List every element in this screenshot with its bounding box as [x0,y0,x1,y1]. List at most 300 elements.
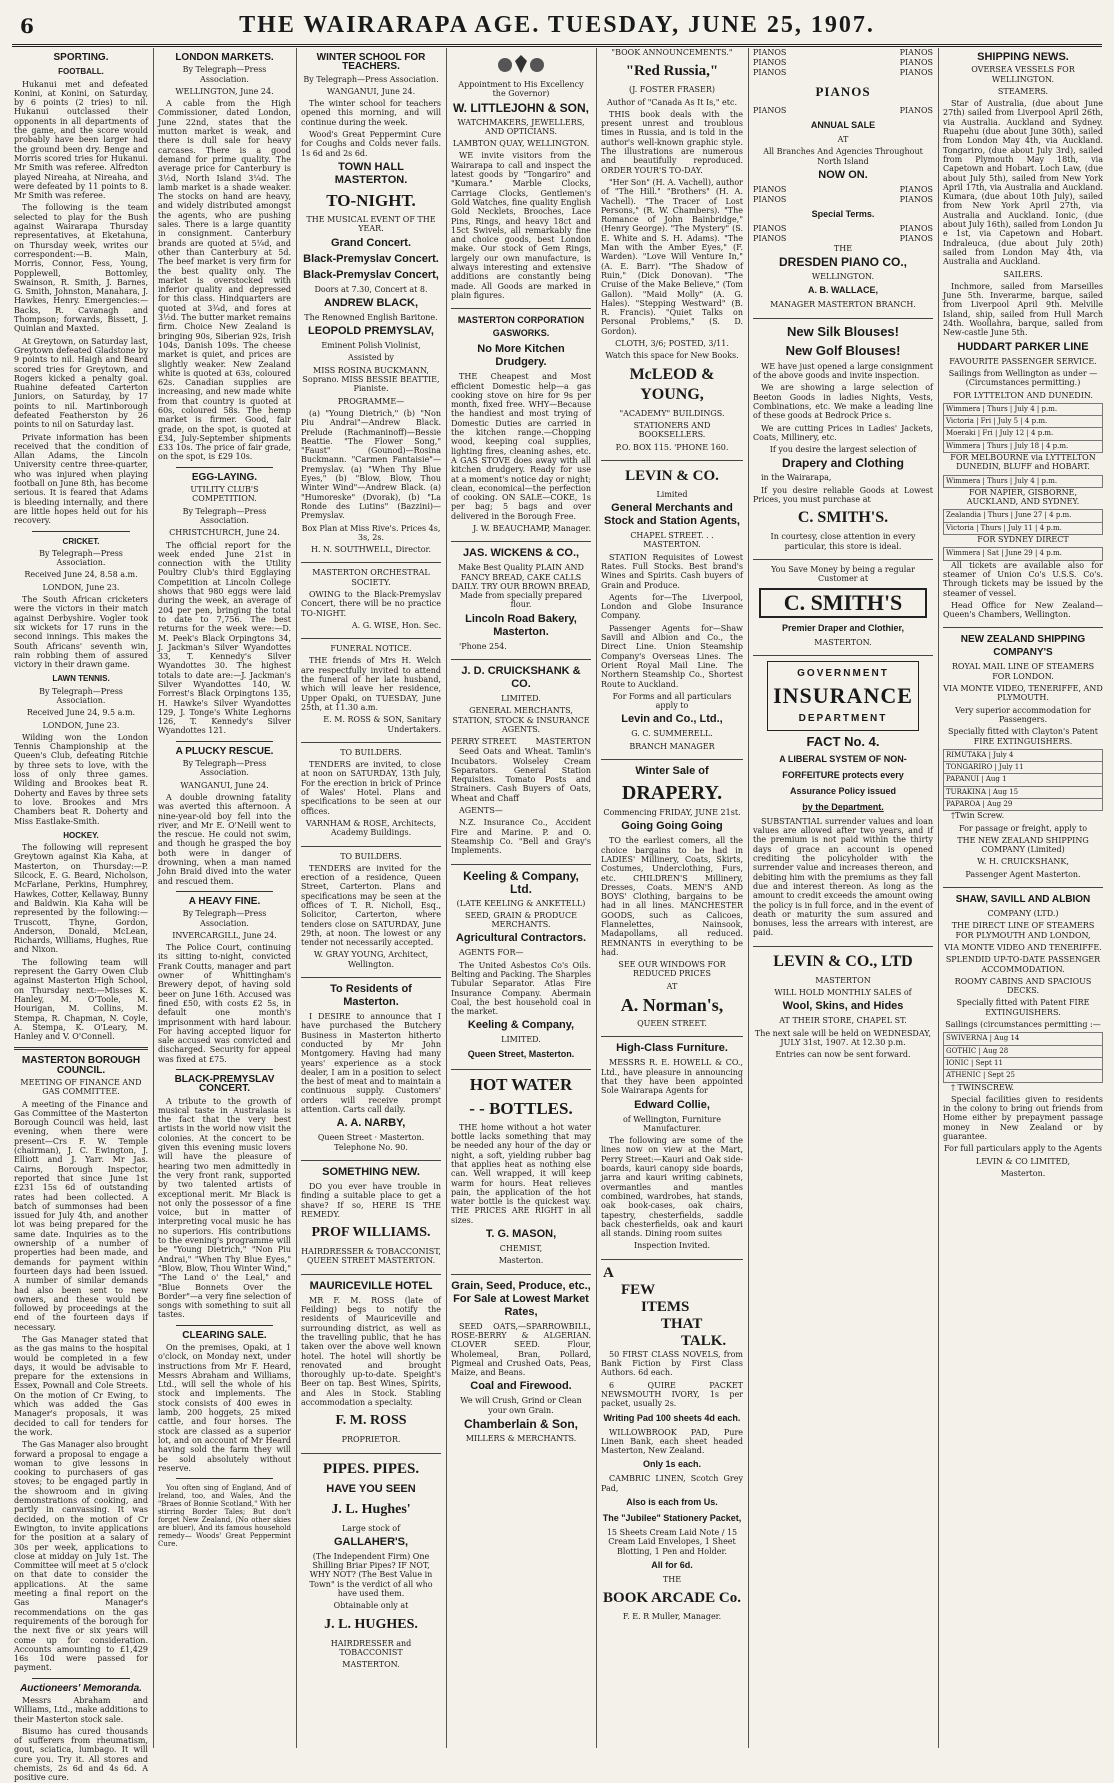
subheading: OVERSEA VESSELS FOR WELLINGTON. [971,65,1075,84]
ad-text: The United Asbestos Co's Oils. Belting and Packing. The Sharples Tubular Separator. Atlas Fire Insurance Company. Abermain Coal, the best household coal in the market. [451,960,591,1017]
column-shipping [943,48,1103,1748]
ad-line: All for 6d. [651,1559,693,1570]
ad-line: (J. FOSTER FRASER) [629,85,715,95]
separator [176,741,273,742]
ad-text: THIS book deals with the present unrest and troublous times in Russia, and is told in the author's well-known graphic style. The illustrations are numerous and beautifully reproduced. ORDER YOUR'S TO-DAY. [601,109,743,175]
column-rule [938,48,939,1748]
heading-shipping: SHIPPING NEWS. [977,51,1069,63]
page-number: 6 [20,14,34,38]
ad-line: Also is each from Us. [626,1496,718,1507]
article-text: A meeting of the Finance and Gas Committee of the Masterton Borough Council was held, last evening, when there were present—Crs F. W. Temple (chairman), J. C. Ewington, J. Elliott and J. Yarr. Mr Jas. Cairns, Borough Inspector, reported that since June 1st £231 15s 6d of outstanding rates had been collected. A batch of summonses had been issued for July 4th, and another lot was being prepared for the same date. Inquiries as to the ownership of a number of properties had been made, and demands for payment within fourteen days had been issued. A number of similar demands had also been sent to new owners, and these would be followed by proceedings at the end of the fourteen days if necessary. [14,1099,148,1332]
ad-text: TO the earliest comers, all the choice bargains to be had in LADIES' Millinery, Coats, Skirts, Costumes, Underclothing, Furs, etc. CHILDREN'S Millinery, Dresses, Coats. MEN'S AND BOYS' Clothing, bargains to be had in all lines. MANCHESTER GOODS, such as Calicoes, Flannelettes, Nainsook, Madapollams, all reduced. REMNANTS in everything to be had. [601,836,743,957]
subheading-cricket: CRICKET. [62,536,100,546]
ad-text: MR F. M. ROSS (late of Feilding) begs to notify the residents of Mauriceville and surrounding district, as well as the travelling public, that he has taken over the above well known hotel. The hotel will shortly be renovated and brought thoroughly up-to-date. Speight's Beer on tap. Best Wines, Spirits, and Ales in Stock. Stabling accommodation a specialty. [301,1295,441,1407]
ad-line: WATCHMAKERS, JEWELLERS, AND OPTICIANS. [457,117,585,136]
received-line: Received June 24, 8.58 a.m. [24,570,138,580]
ad-text: OWING to the Black-Premyslav Concert, there will be no practice TO-NIGHT. [301,589,441,618]
article-text: On the premises, Opaki, at 1 o'clock, on Monday next, under instructions from Mr F. Heard, Messrs Abraham and Williams, Ltd., will sell the whole of his stock and implements. The stock consists of 400 ewes in lamb, 200 hoggets, 25 mixed cattle, and four horses. The stock are classed as a superior lot, and on account of Mr Heard having sold the farm they will be sold absolutely without reserve. [158,1343,291,1473]
ad-text: Very superior accommodation for Passengers. [955,705,1091,724]
huddart-parker-advert [943,341,1103,629]
ad-line: MILLERS & MERCHANTS. [465,1434,577,1444]
piano-advert [753,48,933,319]
table-cell: Wimmera | Thurs | July 4 | p.m. [944,475,1103,487]
ad-line: F. E. R Muller, Manager. [622,1612,722,1622]
article-text: Bisumo has cured thousands of sufferers from rheumatism, gout, sciatica, lumbago. It will cure you. Try it. All stores and chemists, 2s 6d and 4s 6d. A positive cure. [14,1726,148,1783]
schedule-table [943,547,1103,560]
ad-text: In courtesy, close attention in every particular, this store is ideal. [770,532,916,551]
pianos-row [753,58,933,68]
table-row [944,428,1103,440]
ad-line: Writing Pad 100 sheets 4d each. [603,1412,741,1423]
ad-line: A. B. WALLACE, [808,285,878,296]
separator [32,531,130,532]
article-text: The Gas Manager stated that as the gas mains to the hospital would be completed in a few days, it would be advisable to prepare for the extensions in Essex, Pownall and Cole Streets. On the motion of Cr Ewing, to which was added the Gas Manager's proposals, it was decided to call for tenders for the work. [14,1335,148,1437]
column-rule [596,48,597,1748]
ad-line: A. A. NARBY, [336,1117,406,1130]
ad-text: WILLOWBROOK PAD, Pure Linen Bank, each sheet headed Masterton, New Zealand. [601,1427,743,1456]
table-cell: Moeraki | Fri | July 12 | 4 p.m. [944,428,1103,440]
ad-text: For passage or freight, apply to [958,823,1088,833]
table-row [944,1057,1103,1069]
ad-line: MANAGER MASTERTON BRANCH. [770,300,916,310]
ad-line: Edward Collie, [634,1098,710,1111]
ad-line: LIMITED. [501,1035,541,1045]
ad-text: For full particulars apply to the Agents [944,1144,1102,1154]
ad-headline: PROF WILLIAMS. [311,1225,431,1241]
ad-text: Agents for—The Liverpool, London and Globe Insurance Company. [601,592,743,621]
ad-headline: - - BOTTLES. [469,1098,573,1118]
separator [176,1069,273,1070]
ad-text: I DESIRE to announce that I have purchased the Butchery Business in Masterton hitherto conducted by Mr John Montgomery. Having had many years' experience as a stock dealer, I am in a position to select the best of meat and to maintain a continuous supply. Customers' orders will receive prompt attention. Carts call daily. [301,1012,441,1115]
ad-line: Author of "Canada As It Is," etc. [606,97,738,107]
ad-line: Premier Draper and Clothier, [781,622,905,633]
column-ads-a [451,48,591,1748]
ad-line: Commencing FRIDAY, JUNE 21st. [603,808,741,818]
ad-headline: SHAW, SAVILL AND ALBION [955,894,1091,906]
ad-line: Coal and Firewood. [470,1380,572,1393]
ad-text: 50 FIRST CLASS NOVELS, from Bank Fiction by First Class Authors. 6d each. [601,1349,743,1378]
pianos-word: PIANOS [899,58,933,67]
subheading-lawn-tennis: LAWN TENNIS. [52,674,110,684]
article-text: Messrs Abraham and Williams, Ltd., make additions to their Masterton stock sale. [14,1695,148,1724]
article-text: At Greytown, on Saturday last, Greytown defeated Gladstone by 9 points to nil. Haigh and Beard scored tries for Greytown, and Rogers kicked a penalty goal. Ruahine defeated Carterton Juniors, on Saturday, by 17 points to nil. Martinborough defeated Featherston by 26 points to nil on Saturday last. [14,336,148,430]
ad-headline: ITEMS [641,1298,690,1315]
table-cell: SWIVERNA | Aug 14 [944,1033,1103,1045]
table-row [944,416,1103,428]
ad-line: MAURICEVILLE HOTEL [309,1279,433,1292]
ad-headline: PIANOS [815,84,871,99]
dateline: LONDON, June 23. [42,582,120,592]
ad-headline: "Red Russia," [625,63,719,80]
article-text: Wilding won the London Tennis Championship at the Queen's Club, defeating Ritchie by three sets to love, with the loss of only three games. Wilding and Brookes beat R. Doherty and Eaves by three sets to love. Brookes and Mrs Chambers beat R. Doherty and Miss Eastlake-Smith. [14,732,148,826]
separator [176,891,273,892]
pianos-word: PIANOS [899,233,933,243]
ad-headline: F. M. ROSS [335,1413,407,1429]
ad-line: Black-Premyslav Concert. [303,252,439,265]
ad-text: THE Cheapest and Most efficient Domestic help—a gas cooking stove on hire for 9s per month, fixed free. WHY—Because the handiest and most trying of Domestic Duties are carried in the kitchen range.—Chopping wood, keeping coal supplies, lighting fires, cleaning ashes, etc. A GAS STOVE does away with all kitchen drudgery. Ready for use at a moment's notice day or night; clean, economical—the perfection of cooking. ON SALE—COKE, 1s per bag; 5 bags and over delivered in the Borough Free. [451,372,591,521]
ad-line: LAMBTON QUAY, WELLINGTON. [452,139,590,149]
ad-text: WE have just opened a large consignment of the above goods and invite inspection. [753,361,933,381]
ad-line: THE MUSICAL EVENT OF THE YEAR. [306,214,436,234]
ad-line: GENERAL MERCHANTS, STATION, STOCK & INSURANCE AGENTS. [452,706,590,734]
ad-text: You Save Money by being a regular Customer at [771,564,915,584]
table-cell: Wimmera | Thurs | July 4 | p.m. [944,403,1103,415]
sailing-table [943,749,1103,811]
ad-line: W. GRAY YOUNG, Architect, Wellington. [313,950,429,969]
ad-headline: FACT No. 4. [806,733,880,749]
ad-line: Masterton. [1000,1168,1046,1178]
hot-water-advert [451,1075,591,1275]
column-rule [153,48,154,1748]
ad-line: Eminent Polish Violinist, [321,341,421,351]
ad-line: THE [833,243,853,253]
ad-line: Limited [656,489,688,499]
ad-line: COMPANY (LTD.) [987,909,1059,919]
schedule-table [943,403,1103,453]
ad-headline: High-Class Furniture. [616,1042,728,1055]
ad-headline: TALK. [681,1332,727,1349]
ad-text: All Branches And Agencies Throughout North Island [763,147,923,166]
ad-text: Make Best Quality PLAIN AND FANCY BREAD, CAKE CALLS DAILY. TRY OUR BROWN BREAD, Made from specially prepared flour. [451,563,591,610]
ad-line: Watch this space for New Books. [605,351,739,361]
heading-winter-school: WINTER SCHOOL FOR TEACHERS. [316,52,426,73]
ad-text: TENDERS are invited, to close at noon on SATURDAY, 13th July, For the erection in brick of Prince of Wales' Hotel. Plans and specifications to be seen at our offices. [301,760,441,816]
ad-line: Queen Street · Masterton. Telephone No. 90. [317,1133,425,1152]
ad-text: Head Office for New Zealand—Queen's Chambers, Wellington. [943,600,1103,620]
csmith-advert [753,565,933,656]
ad-headline: C. SMITH'S [759,588,927,618]
table-cell: RIMUTAKA | July 4 [944,749,1103,761]
article-text: Star of Australia, (due about June 27th) sailed from Liverpool April 26th, via Australia. Auckland and Sydney. Ruapehu (due about June 30th), sailed from London May 4th, via Auckland. Tongariro, (due about July 3rd), sailed from Plymouth May 18th, via Capetown and Hobart. Loch Law, (due about July 5th), sailed from New York April 17th, via Australia and Auckland. Kumara, (due about 10th July), sailed from New York April 27th, via Australia and Auckland. Ionic, (due about July 16th), sailed from London Ju e 1st, via Capetown and Hobart. Indraleuca, (due about July 20th) sailed from London May 4th, via Australia and Auckland. [943,99,1103,267]
table-cell: Wimmera | Thurs | July 18 | 4 p.m. [944,440,1103,452]
ad-text: THE home without a hot water bottle lacks something that may be needed any hour of the day or night, a soft, yielding rubber bag that applies heat as nothing else can. Well wrapped, it will keep warm for hours. Heat relieves pain, the application of the hot water bottle is the quickest way. THE PRICES ARE RIGHT in all sizes. [451,1122,591,1225]
ad-line: WELLINGTON. [811,272,875,282]
article-text: The South African cricketers were the victors in their match against Derbyshire. Vogler took six wickets for 17 runs in the second innings. This makes the South Africans' seventh win, rain robbing them of assured victory in their drawn game. [14,595,148,670]
ad-line: Box Plan at Miss Rive's. Prices 4s, 3s, 2s. [301,523,441,542]
pianos-word: PIANOS [899,184,933,194]
blouses-advert [753,324,933,560]
byline: By Telegraph—Press Association. [182,65,267,84]
dateline: CHRISTCHURCH, June 24. [169,528,280,538]
ad-line: MISS ROSINA BUCKMANN, Soprano. MISS BESSIE BEATTIE, Pianiste. [302,365,440,394]
article-text: Private information has been received that the condition of Allan Adams, the Lincoln University centre three-quarter, who was injured when playing football on June 8th, has become serious. It is feared that Adams is bleeding internally, and there are little hopes held out for his recovery. [14,432,148,526]
article-text: A double drowning fatality was averted this afternoon. A nine-year-old boy fell into the river, and Mr E. O'Neill went to the rescue. He could not swim, and though he grasped the boy both were in danger of drowning, when a man named John Braid dived into the water and rescued them. [158,792,291,886]
pianos-row [753,234,933,244]
pianos-word: PIANOS [753,194,787,204]
heading-auctioneers: Auctioneers' Memoranda. [20,1682,142,1694]
ad-headline: DRESDEN PIANO CO., [778,255,907,270]
ad-text: (a) "Young Dietrich," (b) "Non Piu Andrai"—Andrew Black. Prelude (Rachmaninoff)—Bessie Beattie. "The Flower Song," "Faust" (Gounod)—Rosina Buckmann. "Carmen Fantaisie"—Premyslav. (a) "When Thy Blue Eyes," (b) "Blow, Blow, Thou Winter Wind"—Andrew Black. (a) "Humoreske" (Dvorak), (b) "La Ronde des Lutins" (Bazzini)—Premyslav. [301,408,441,521]
ad-line: MASTERTON. [814,637,872,647]
pianos-word: PIANOS [753,106,787,115]
ad-line: To Residents of Masterton. [330,983,412,1009]
ad-line: LEOPOLD PREMYSLAV, [308,325,434,338]
ad-headline: THAT [661,1315,703,1332]
dateline: LONDON, June 23. [42,720,120,730]
schedule-table [943,509,1103,535]
table-cell: TURAKINA | Aug 15 [944,786,1103,798]
received-line: Received June 24, 9.5 a.m. [26,708,136,718]
ad-line: FORFEITURE protects every [782,769,904,780]
ad-line: CHEMIST, [499,1244,543,1254]
ad-headline: LEVIN & CO. [625,467,719,484]
ad-line: MASTERTON. [342,1660,400,1670]
ad-line: HAIRDRESSER and TOBACCONIST [330,1638,412,1657]
table-row [944,403,1103,415]
ad-headline: No More Kitchen Drudgery. [477,343,565,369]
table-row [944,1070,1103,1082]
ad-headline: NEW ZEALAND SHIPPING COMPANY'S [960,634,1086,659]
ad-line: H. N. SOUTHWELL, Director. [310,545,432,555]
table-cell: Victoria | Thurs | July 11 | 4 p.m. [944,522,1103,534]
ad-headline: LEVIN & CO., LTD [773,952,913,970]
ad-text: 15 Sheets Cream Laid Note / 15 Cream Laid Envelopes, 1 Sheet Blotting, 1 Pen and Holder. [606,1527,738,1556]
ad-headline: W. LITTLEJOHN & SON, [452,100,589,115]
ad-text: MESSRS R. E. HOWELL & CO., Ltd., have pleasure in announcing that they have been appointed Sole Wairarapa Agents for [601,1058,743,1096]
ad-line: SEED, GRAIN & PRODUCE MERCHANTS. [464,910,577,930]
ad-line: For Forms and all particulars apply to [612,691,732,711]
pianos-word: PIANOS [753,184,787,194]
table-row [944,749,1103,761]
ad-line: Special Terms. [811,208,875,219]
ad-line: CLOTH, 3/6; POSTED, 3/11. [615,339,729,349]
ad-line: MASTERTON ORCHESTRAL SOCIETY. [312,568,430,587]
ad-line: AT [666,981,678,991]
ad-line: Levin and Co., Ltd., [621,713,723,726]
bakery-advert [451,547,591,660]
ad-text: "Her Son" (H. A. Vachell), author of "The Hill." "Brothers" (H. A. Vachell). "The Tracer of Lost Persons," (R. W. Chambers). "The Romance of John Bainbridge," (Henry George). "The Mystery" (S. E. White and S. H. Adams). "The Man with the Amber Eyes," (F. Warden). "Love Will Venture In," (A. E. Barr). "The Shadow of Ruin," (Dick Donovan). "The Cruise of the Make Believe," (Tom Gallon). "Maid Molly" (A. G. Hales). "Stepping Westward" (B. R. Francis). "Quiet Talks on Personal Problems," (S. D. Gordon). [601,177,743,336]
table-row [944,475,1103,487]
column-rule [296,48,297,1748]
hotel-advert [301,1280,441,1454]
ad-line: GOVERNMENT [797,667,889,679]
byline: By Telegraph—Press Association. [39,686,123,705]
pianos-word: PIANOS [753,58,787,67]
byline: By Telegraph—Press Association. [182,506,267,525]
table-row [944,522,1103,534]
byline: By Telegraph—Press Association. [303,74,439,84]
separator [32,1678,130,1679]
insurance-banner [767,661,919,731]
heading-heavy-fine: A HEAVY FINE. [188,895,261,907]
ad-line: Keeling & Company, [467,1019,575,1032]
ad-line: G. C. SUMMERELL. [631,729,713,739]
table-cell: Victoria | Fri | July 5 | 4 p.m. [944,416,1103,428]
ad-text: All tickets are available also for steamer of Union Co's U.S.S. Co's. Through tickets may be issued by the steamer of vessel. [943,560,1103,598]
ad-line: QUEEN STREET. [637,1019,707,1029]
ad-headline: PIPES. PIPES. [322,1460,420,1477]
masthead [12,10,1102,47]
ad-headline: FEW [621,1281,656,1298]
heading-council: MASTERTON BOROUGH COUNCIL. [21,1055,141,1076]
heading-black-premyslav-concert: BLACK-PREMYSLAV CONCERT. [174,1073,275,1095]
newspaper-title: THE WAIRARAPA AGE. TUESDAY, JUNE 25, 1907. [239,12,875,38]
ad-line: TO BUILDERS. [340,851,402,861]
ad-text: (The Independent Firm) One Shilling Briar Pipes? IF NOT, WHY NOT? (The Best Value in Town" is the verdict of all who have used them. [309,1551,433,1599]
article-text: A tribute to the growth of musical taste in Australasia is the fact that the very best artists in the world now visit the colonies. At the concert to be given this evening music lovers will have the pleasure of hearing two men admittedly in the very front rank, supported by two talented artists of exceptional merit. Mr Black is not only the possessor of a fine voice, but in matter of interpreting vocal music he has no superiors. His contributions to the evening's programme will be "Young Dietrich," "Non Piu Andrai," "When Thy Blue Eyes," "Blow, Blow, Thou Winter Wind," "The Land o' the Leal," and "Blue Bonnets Over the Border"—a very fine selection of songs with something to suit all tastes. [158,1096,291,1320]
keeling-advert [451,870,591,1070]
ad-line: STATIONERS AND BOOKSELLERS. [633,420,711,440]
ad-line: WILL HOLD MONTHLY SALES of [774,987,912,997]
ad-line: Grand Concert. [330,236,412,249]
furniture-advert [601,1042,743,1259]
ad-line: T. G. MASON, [485,1228,557,1241]
ad-line: Winter Sale of [635,765,709,778]
table-cell: TONGARIRO | July 11 [944,762,1103,774]
ad-line: E. M. ROSS & SON, Sanitary Undertakers. [323,715,441,734]
article-text: Inchmore, sailed from Marseilles June 5th. Inverarme, barque, sailed from Liverpool April 9th. Melville Island, ship, sailed from Hull March 24th. Woollahra, barque, sailed from New-castle June 5th. [943,281,1103,338]
pianos-word: PIANOS [753,233,787,243]
ad-text: 6 QUIRE PACKET NEWSMOUTH IVORY, 1s per packet, usually 2s. [601,1380,743,1409]
ad-line: ANNUAL SALE [810,120,876,130]
ad-text: The next sale will be held on WEDNESDAY, JULY 31st, 1907. At 12.30 p.m. [754,1028,932,1047]
byline: By Telegraph—Press Association. [39,548,123,568]
table-cell: PAPAROA | Aug 29 [944,799,1103,811]
column-ads-c [753,48,933,1748]
ad-line: 'Phone 254. [459,641,507,651]
ad-line: AT THEIR STORE, CHAPEL ST. [779,1016,907,1026]
table-cell: GOTHIC | Aug 28 [944,1045,1103,1057]
article-text: The official report for the week ended June 21st in connection with the Utility Poultry Club's third Egglaying Competition at Lincoln College shows that 980 eggs were laid during the week, an average of 204 per pen, bringing the total to date to 7,756. The best returns for the week were:—D. M. Peek's Black Orpingtons 34, J. Jackman's Silver Wyandottes 33, T. Kennedy's Silver Wyandottes 30. The highest totals to date are:—J. Jackman's Silver Wyandottes 140, W. Forrest's Black Orpingtons 135, H. Hawke's Silver Wyandottes 129, J. Tonge's White Leghorns 126, T. Kennedy's Silver Wyandottes 121. [158,540,291,736]
ad-line: BRANCH MANAGER [629,741,715,751]
route-heading: FOR SYDNEY DIRECT [977,535,1069,545]
ad-line: TOWN HALL MASTERTON. [334,160,408,186]
table-row [944,1033,1103,1045]
ad-text: THE DIRECT LINE OF STEAMERS FOR PLYMOUTH AND LONDON, [951,921,1095,940]
ad-line: P.O. BOX 115. 'PHONE 160. [615,442,729,452]
table-row [944,799,1103,811]
ad-text: DO you ever have trouble in finding a suitable place to get a shave? If so, HERE IS THE REMEDY. [301,1181,441,1219]
ad-text: STATION Requisites of Lowest Rates. Full Stocks. Best brand's Wines and Spirits. Cash buyers of Grain and Produce. [601,552,743,590]
ad-headline: New Silk Blouses! [787,323,899,339]
ad-headline: New Golf Blouses! [785,342,901,358]
pianos-word: PIANOS [753,68,787,77]
ad-headline: A. Norman's, [620,995,724,1016]
hairdresser-advert [301,1166,441,1275]
book-advert [601,48,743,461]
pianos-word: PIANOS [899,48,933,57]
ad-line: Lincoln Road Bakery, Masterton. [465,612,577,638]
table-cell: Zealandia | Thurs | June 27 | 4 p.m. [944,510,1103,522]
double-rule [14,1047,148,1050]
verse-text: You often sing of England, And of Ireland, too, and Wales, And the "Braes of Bonnie Scotland," With her stirring Border Tales; But don't forget New Zealand, (No other skies are bluer), And its famous household remedy— Woods' Great Peppermint Cure. [158,1484,291,1549]
ad-line: SOMETHING NEW. [322,1165,420,1178]
ad-text: THE NEW ZEALAND SHIPPING COMPANY (Limited) [957,835,1089,855]
ad-line: Appointment to His Excellency the Governor) [458,80,584,99]
pianos-row [753,68,933,78]
table-cell: Wimmera | Sat | June 29 | 4 p.m. [944,548,1103,560]
table-row [944,786,1103,798]
ad-headline: McLEOD & YOUNG, [629,365,715,403]
column-notices [301,48,441,1748]
ad-text: N.Z. Insurance Co., Accident Fire and Marine. P. and O. Steamship Co. "Bell and Gray's Implements. [451,818,591,856]
ad-headline: JAS. WICKENS & CO., [462,547,580,560]
levin-advert [601,466,743,760]
ad-text: Specially fitted with Patent FIRE EXTINGUISHERS. [956,998,1090,1017]
gasworks-advert [451,314,591,542]
ad-line: ROYAL MAIL LINE OF STEAMERS FOR LONDON. [951,662,1095,681]
ad-line: Agricultural Contractors. [455,932,587,945]
byline: By Telegraph—Press Association. [182,909,267,928]
article-text: The Police Court, continuing its sitting to-night, convicted Frank Coutts, manager and part owner of Whittingham's Brewery depot, of having sold beer on June 16th. Accused was fined £50, with costs £2 5s, in default one month's imprisonment with hard labour. For having accepted liquor for sale accused was convicted and discharged. Security for appeal was fixed at £75. [158,943,291,1064]
butchery-advert [301,983,441,1161]
ad-text: We are cutting Prices in Ladies' Jackets, Coats, Millinery, etc. [753,423,933,442]
builders-advert-2 [301,852,441,979]
schedule-table [943,475,1103,488]
article-text: Wood's Great Peppermint Cure for Coughs and Colds never fails. 1s 6d and 2s 6d. [301,130,441,158]
separator [176,1478,273,1479]
ad-headline: TO-NIGHT. [326,190,416,210]
article-text: Hukanui met and defeated Konini, at Konini, on Saturday, by 6 points (2 tries) to nil. Hukanui outclassed their opponents in all departments of the game, and the score would probably have been larger had the ground been dry. Benge and Morris scored tries for Hukanui. Mr Smith was referee. Alfredton played Nireaha, at Nireaha, and were defeated by 11 points to 8. Mr Smith was referee. [14,79,148,201]
ad-headline: C. SMITH'S. [797,509,889,527]
ad-line: of Wellington, Furniture Manufacturer. [622,1114,721,1133]
ad-line: LIMITED. [501,694,541,704]
dateline: WELLINGTON, June 24. [175,86,274,96]
table-row [944,510,1103,522]
pianos-word: PIANOS [753,48,787,57]
ad-line: †Twin Screw. [951,811,1005,821]
ad-line: J. W. BEAUCHAMP, Manager. [473,523,591,533]
ad-text: If you desire the largest selection of [769,445,917,455]
ad-text: SEED OATS,—SPARROWBILL, ROSE-BERRY & ALGERIAN. CLOVER SEED. Flour, Wholemeal, Bran, Pollard, Pigmeal and Crushed Oats, Peas, Maize, and Beans. [451,1321,591,1378]
ad-text: Seed Oats and Wheat. Tamlin's Incubators. Wolseley Cream Separators. General Station Requisites. Tomato Posts and Strainers. Cash Buyers of Oats, Wheat and Chaff [451,747,591,803]
ad-line: TO BUILDERS. [340,747,402,757]
ad-headline: Chamberlain & Son, [463,1417,579,1432]
separator [176,467,273,468]
ad-line: VIA MONTE VIDEO, TENERIFFE, AND PLYMOUTH. [943,684,1103,703]
ad-headline: HOT WATER [469,1074,573,1094]
ad-line: Entries can now be sent forward. [775,1050,911,1060]
ad-line: HAVE YOU SEEN [326,1482,416,1495]
ad-line: NOW ON. [818,168,868,181]
ad-line: Queen Street, Masterton. [467,1048,575,1059]
drapery-sale-advert [601,765,743,1037]
table-row [944,762,1103,774]
table-cell: ATHENIC | Sept 25 [944,1070,1103,1082]
pianos-word: PIANOS [899,194,933,204]
ad-line: The "Jubilee" Stationery Packet, [602,1512,742,1523]
ad-text: SPLENDID UP-TO-DATE PASSENGER ACCOMMODATION. [945,955,1101,974]
ad-line: MASTERTON CORPORATION GASWORKS. [457,315,585,339]
ad-headline: HUDDART PARKER LINE [957,340,1089,353]
ad-line: "BOOK ANNOUNCEMENTS." [611,48,733,57]
ad-text: THE friends of Mrs H. Welch are respectfully invited to attend the funeral of her late husband, which will leave her residence, Upper Opaki, on TUESDAY, June 25th, at 11.30 a.m. [301,656,441,712]
ad-line: by the Department. [802,801,884,812]
column-sporting [14,48,148,1783]
ad-line: AT [837,135,849,144]
subheading-hockey: HOCKEY. [63,830,99,840]
ad-line: FUNERAL NOTICE. [330,644,412,654]
article-text: The winter school for teachers opened this morning, and will continue during the week. [301,99,441,127]
concert-advert [301,161,441,563]
street-name: PERRY STREET. [451,737,518,747]
ad-headline: Wool, Skins, and Hides [782,1000,904,1013]
table-cell: IONIC | Sept 11 [944,1057,1103,1069]
grain-advert [451,1280,591,1444]
ad-line: ANDREW BLACK, [323,296,419,309]
ad-line: PROPRIETOR. [341,1435,401,1445]
ad-line: GALLAHER'S, [333,1535,409,1548]
ad-text: SUBSTANTIAL surrender values and loan values are allowed after two years, and if the premium is not paid within the thirty days of grace an account is opened crediting the policyholder with the surrender value and increases thereon, and debiting him with the premiums as they fall due and interest thereon. As long as the amount to credit exceeds the amount owing the policy is in full force, and in the event of death or maturity the sum assured and bonuses, less the arrears with interest, are paid. [753,816,933,938]
ad-headline: Drapery and Clothing [781,456,904,471]
table-row [944,774,1103,786]
cruickshank-advert [451,665,591,864]
insurance-advert [753,661,933,947]
route-heading: FOR NAPIER, GISBORNE, AUCKLAND, AND SYDNEY. [966,487,1080,507]
article-text: The following team will represent the Garry Owen Club against Masterton High School, on Thursday next:—Misses K. Hanley, M. O'Toole, M. Hourigan, M. Collins, M. Stempa, R. Chapman, N. Coyle, A. Stempa, K. O'Leary, M. Hanley and V. O'Connell. [14,957,148,1042]
ad-line: AGENTS FOR— [459,948,524,958]
ad-line: CHAPEL STREET. . . MASTERTON. [630,531,714,550]
